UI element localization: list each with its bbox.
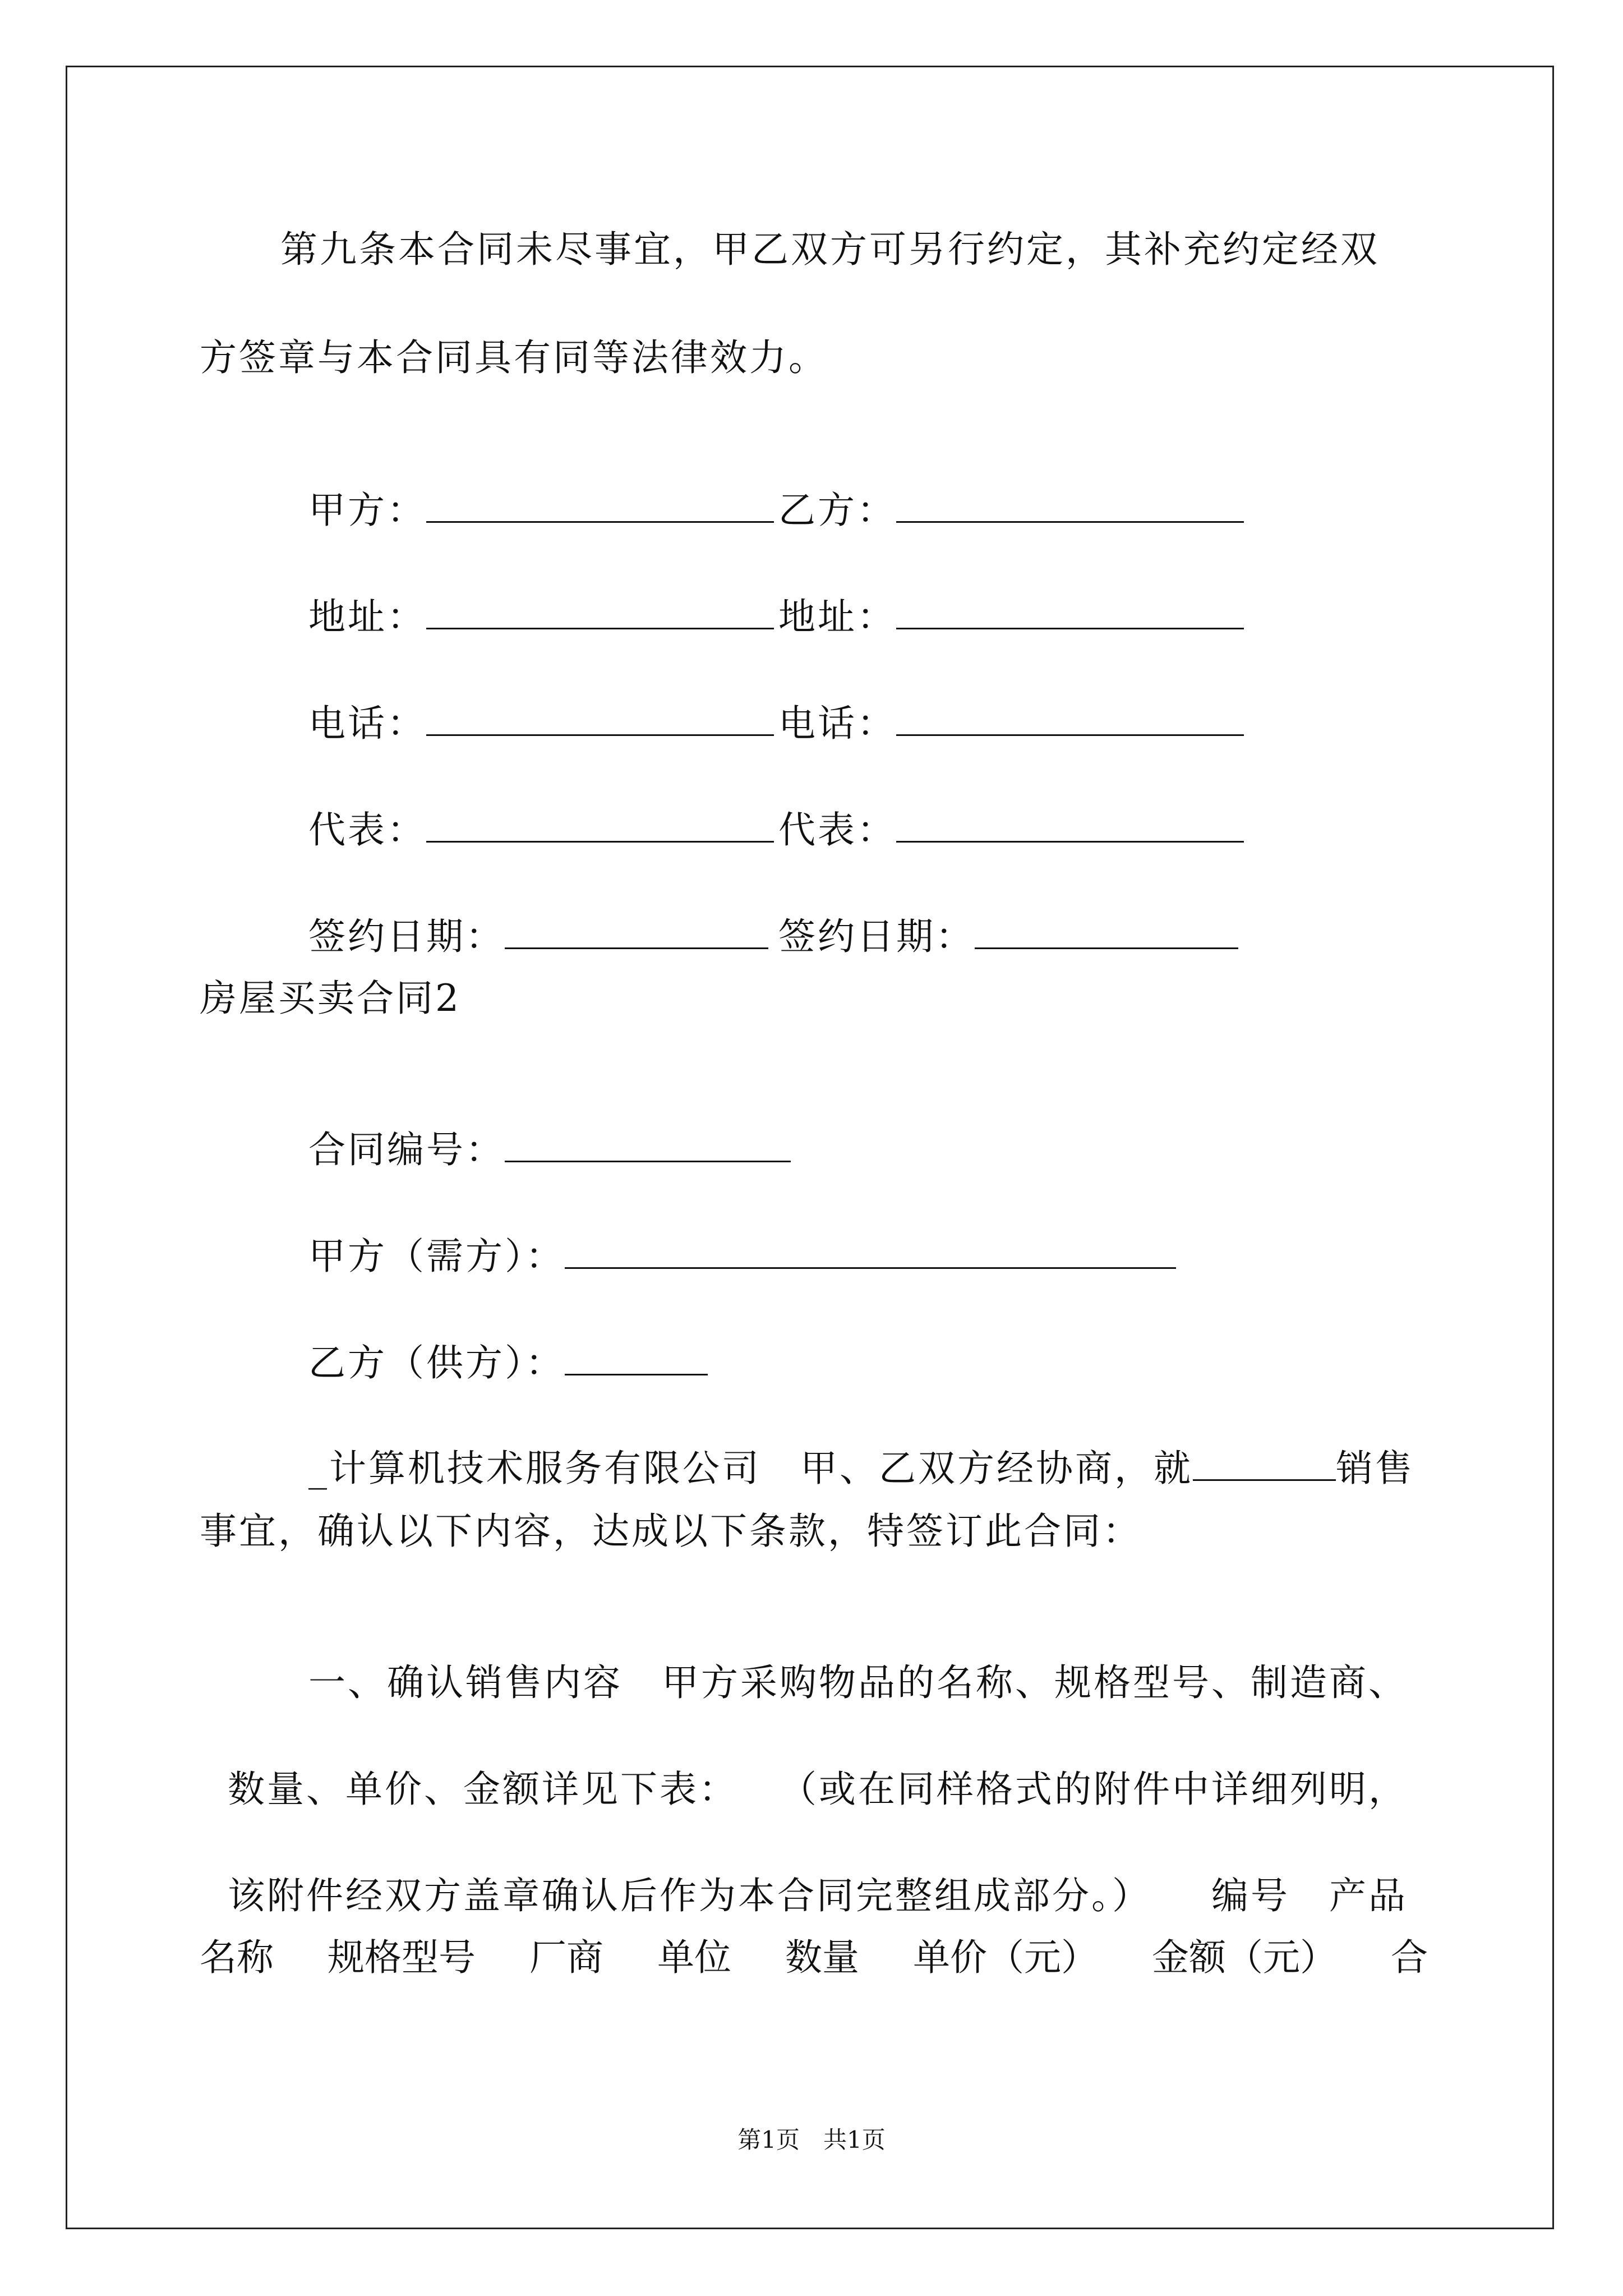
article-9-line-2: 方签章与本合同具有同等法律效力。 [200,336,828,379]
party-a-field [280,443,774,533]
intro-line-2: 事宜，确认以下内容，达成以下条款，特签订此合同： [200,1510,1142,1553]
date-b-blank[interactable] [975,915,1238,949]
table-header-total: 合 [1391,1936,1428,1979]
section-1-text-a: 甲方采购物品的名称、规格型号、制造商、 [661,1661,1408,1704]
date-a-field [280,869,768,959]
intro-end: 销售 [1335,1447,1414,1490]
intro-mid: 甲、乙双方经协商，就 [800,1447,1193,1490]
contract-no-blank[interactable] [505,1128,791,1162]
date-b-label: 签约日期： [778,915,975,958]
address-a-field [280,550,774,639]
date-b-field [750,869,1238,959]
date-a-blank[interactable] [505,915,768,949]
phone-b-label: 电话： [778,702,896,745]
section-1-text-b: 数量、单价、金额详见下表： [227,1768,720,1811]
section-1-line-2 [200,1722,1408,1812]
address-a-label: 地址： [308,595,426,638]
address-a-blank[interactable] [426,595,774,629]
section-1-line-3 [200,1829,1408,1918]
party-b-field [750,443,1244,533]
party-a-blank[interactable] [426,489,774,523]
table-header-qty: 数量 [785,1936,859,1979]
party-b-label: 乙方： [778,489,896,532]
date-a-label: 签约日期： [308,915,505,958]
table-header-spec: 规格型号 [328,1936,476,1979]
phone-b-blank[interactable] [896,702,1244,736]
buyer-label: 甲方（需方）： [308,1235,565,1278]
section-1-text-c: （或在同样格式的附件中详细列明， [797,1768,1408,1811]
phone-a-blank[interactable] [426,702,774,736]
rep-a-label: 代表： [308,808,426,852]
rep-a-blank[interactable] [426,808,774,843]
intro-line-1 [280,1401,1414,1491]
phone-b-field [750,656,1244,746]
table-header-amount: 金额（元） [1152,1936,1337,1979]
section-1-heading: 一、确认销售内容 [308,1661,623,1704]
company-name: _计算机技术服务有限公司 [308,1447,761,1490]
table-header-row [200,1935,1428,1980]
section-1-text-d: 该附件经双方盖章确认后作为本合同完整组成部分。） [227,1874,1133,1917]
article-9-line-1: 第九条本合同未尽事宜，甲乙双方可另行约定，其补充约定经双 [280,228,1380,271]
table-header-name: 名称 [200,1936,274,1979]
address-b-field [750,550,1244,639]
header-product: 产品 [1329,1874,1408,1917]
product-blank[interactable] [1193,1447,1336,1481]
buyer-blank[interactable] [565,1235,1176,1269]
party-b-blank[interactable] [896,489,1244,523]
table-header-price: 单价（元） [913,1936,1098,1979]
table-header-unit: 单位 [657,1936,731,1979]
phone-a-label: 电话： [308,702,426,745]
address-b-blank[interactable] [896,595,1244,629]
rep-b-blank[interactable] [896,808,1244,843]
party-a-label: 甲方： [308,489,426,532]
page-footer: 第1页 共1页 [737,2126,886,2154]
rep-b-field [750,763,1244,853]
rep-a-field [280,763,774,853]
address-b-label: 地址： [778,595,896,638]
seller-field [280,1296,708,1386]
table-header-maker: 厂商 [529,1936,603,1979]
header-number: 编号 [1211,1874,1290,1917]
section-1-line-1 [280,1616,1408,1705]
seller-label: 乙方（供方）： [308,1341,565,1384]
rep-b-label: 代表： [778,808,896,852]
seller-blank[interactable] [565,1341,708,1375]
phone-a-field [280,656,774,746]
contract-2-title: 房屋买卖合同2 [200,977,461,1020]
contract-no-label: 合同编号： [308,1128,505,1171]
buyer-field [280,1189,1176,1279]
contract-no-field [280,1083,791,1172]
